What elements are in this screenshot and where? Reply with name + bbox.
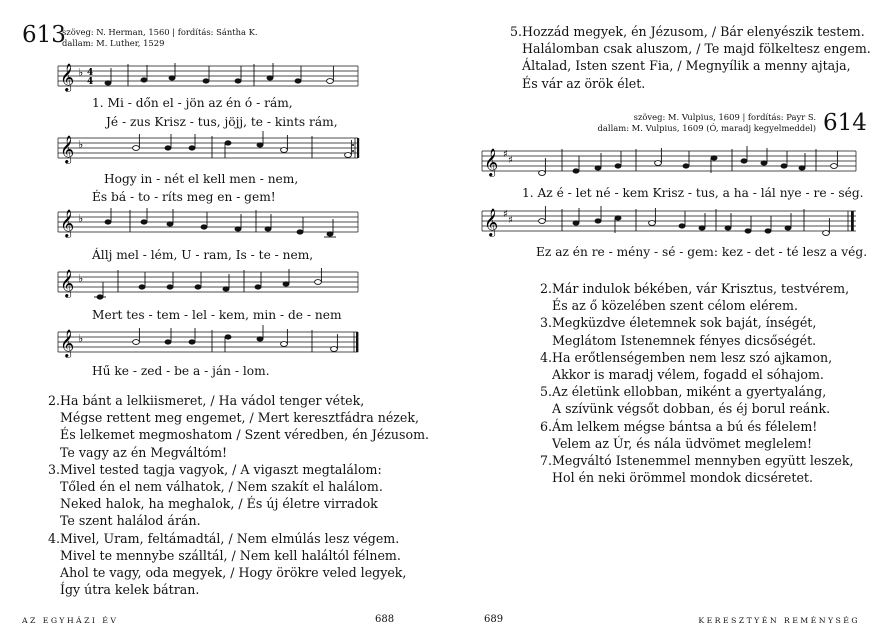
verse-number: 2. bbox=[540, 281, 553, 296]
verse-number: 7. bbox=[540, 453, 553, 469]
verse-line: És vár az örök élet. bbox=[522, 75, 646, 91]
verse-line: Akkor is maradj vélem, fogadd el sóhajom. bbox=[552, 367, 824, 383]
verse-number: 5. bbox=[510, 24, 523, 39]
svg-text:𝄞: 𝄞 bbox=[60, 209, 75, 237]
lyric-line-6: Mert tes - tem - lel - kem, min - de - nem bbox=[92, 308, 342, 322]
footer-section-title-left: AZ EGYHÁZI ÉV bbox=[22, 616, 119, 625]
svg-text:♯: ♯ bbox=[508, 155, 513, 166]
verse-4 bbox=[48, 530, 429, 599]
verse-line: És az ő közelében szent célom elérem. bbox=[552, 298, 798, 314]
verse-line: Te szent halálod árán. bbox=[60, 513, 201, 529]
verse-line: És lelkemet megmoshatom / Szent véredben, én Jézusom. bbox=[60, 427, 430, 443]
verse-line: Tőled én el nem válhatok, / Nem szakít el halálom. bbox=[60, 479, 383, 495]
verse-line: A szívünk végsőt dobban, és éj borul reánk. bbox=[552, 401, 831, 417]
verse-line: Ám lelkem mégse bántsa a bú és félelem! bbox=[552, 418, 818, 434]
svg-text:𝄞: 𝄞 bbox=[60, 269, 75, 297]
svg-text:𝄞: 𝄞 bbox=[60, 329, 75, 357]
verse-2 bbox=[540, 280, 853, 314]
svg-text:♭: ♭ bbox=[78, 66, 84, 79]
verse-number: 4. bbox=[48, 530, 61, 546]
svg-text:𝄞: 𝄞 bbox=[60, 63, 75, 91]
verse-line: Így útra kelek bátran. bbox=[60, 582, 200, 598]
music-staff-3 bbox=[58, 208, 360, 240]
lyric-line-r1: 1. Az é - let né - kem Krisz - tus, a ha - lál nye - re - ség. bbox=[522, 186, 864, 200]
verse-line: Ahol te vagy, oda megyek, / Hogy örökre veled legyek, bbox=[60, 565, 407, 581]
verse-line: Halálomban csak aluszom, / Te majd fölkeltesz engem. bbox=[522, 41, 871, 57]
verse-line: Általad, Isten szent Fia, / Megnyílik a menny ajtaja, bbox=[522, 58, 851, 74]
verse-number: 6. bbox=[540, 418, 553, 434]
verse-line: Az életünk ellobban, miként a gyertyaláng, bbox=[552, 384, 827, 400]
verse-2 bbox=[48, 392, 429, 461]
page-number-right: 689 bbox=[484, 614, 504, 625]
verse-line: Már indulok békében, vár Krisztus, testvérem, bbox=[552, 281, 850, 296]
music-staff-4 bbox=[58, 268, 360, 302]
verse-number: 4. bbox=[540, 349, 553, 365]
music-staff-r1 bbox=[482, 145, 860, 179]
music-staff-1 bbox=[58, 62, 360, 90]
verse-line: Hozzád megyek, én Jézusom, / Bár elenyészik testem. bbox=[522, 24, 865, 39]
verse-4 bbox=[540, 349, 853, 383]
svg-text:♭: ♭ bbox=[78, 138, 84, 151]
lyric-line-1: 1. Mi - dőn el - jön az én ó - rám, bbox=[92, 96, 293, 110]
verse-number: 3. bbox=[540, 315, 553, 331]
hymn-613-credits-text: szöveg: N. Herman, 1560 | fordítás: Sántha K. bbox=[62, 27, 258, 37]
music-staff-r2 bbox=[482, 205, 860, 239]
verse-6 bbox=[540, 418, 853, 452]
verse-3 bbox=[48, 461, 429, 530]
verse-3 bbox=[540, 314, 853, 348]
time-signature: 4 bbox=[87, 68, 94, 78]
lyric-line-4: És bá - to - ríts meg en - gem! bbox=[92, 190, 276, 204]
verse-line: Hol én neki örömmel mondok dicséretet. bbox=[552, 470, 813, 486]
svg-text:4: 4 bbox=[87, 77, 94, 87]
hymn-614-credits-tune: dallam: M. Vulpius, 1609 (Ó, maradj kegyelmeddel) bbox=[597, 123, 816, 133]
verse-5 bbox=[540, 383, 853, 417]
svg-text:♭: ♭ bbox=[78, 212, 84, 225]
verse-number: 5. bbox=[540, 384, 553, 400]
svg-text:♯: ♯ bbox=[503, 209, 508, 220]
verse-line: Meglátom Istenemnek fényes dicsőségét. bbox=[552, 332, 817, 348]
verse-line: Megváltó Istenemmel mennyben együtt leszek, bbox=[552, 453, 854, 469]
hymn-613-credits-tune: dallam: M. Luther, 1529 bbox=[62, 38, 165, 48]
svg-text:𝄞: 𝄞 bbox=[60, 135, 75, 163]
verse-block-right bbox=[540, 280, 853, 486]
lyric-line-5: Állj mel - lém, U - ram, Is - te - nem, bbox=[92, 248, 314, 262]
verse-line: Mégse rettent meg engemet, / Mert keresztfádra nézek, bbox=[60, 410, 419, 426]
music-staff-2 bbox=[58, 134, 360, 162]
verse-line: Velem az Úr, és nála üdvömet meglelem! bbox=[552, 435, 813, 451]
lyric-line-2: Jé - zus Krisz - tus, jöjj, te - kints rám, bbox=[106, 115, 338, 129]
verse-block-left bbox=[48, 392, 429, 598]
svg-text:♭: ♭ bbox=[78, 272, 84, 285]
verse-number: 2. bbox=[48, 393, 61, 408]
lyric-line-7: Hű ke - zed - be a - ján - lom. bbox=[92, 364, 270, 378]
verse-line: Neked halok, ha meghalok, / És új életre virradok bbox=[60, 496, 378, 512]
verse-line: Ha erőtlenségemben nem lesz szó ajkamon, bbox=[552, 349, 833, 365]
svg-text:𝄞: 𝄞 bbox=[484, 148, 499, 176]
verse-line: Ha bánt a lelkiismeret, / Ha vádol tenger vétek, bbox=[60, 393, 365, 408]
page-number-left: 688 bbox=[375, 614, 395, 625]
music-staff-5 bbox=[58, 328, 360, 358]
verse-number: 3. bbox=[48, 461, 61, 477]
verse-7 bbox=[540, 452, 853, 486]
footer-section-title-right: KERESZTYÉN REMÉNYSÉG bbox=[698, 616, 860, 625]
hymn-number-613: 613 bbox=[22, 22, 66, 48]
verse-line: Mivel tested tagja vagyok, / A vigaszt megtalálom: bbox=[60, 461, 382, 477]
lyric-line-r2: Ez az én re - mény - sé - gem: kez - det - té lesz a vég. bbox=[536, 245, 868, 259]
hymn-number-614: 614 bbox=[823, 110, 867, 136]
svg-text:♯: ♯ bbox=[508, 215, 513, 226]
svg-text:♯: ♯ bbox=[503, 149, 508, 160]
lyric-line-3: Hogy in - nét el kell men - nem, bbox=[104, 172, 299, 186]
svg-text:𝄞: 𝄞 bbox=[484, 208, 499, 236]
svg-text:♭: ♭ bbox=[78, 332, 84, 345]
verse-line: Te vagy az én Megváltóm! bbox=[60, 444, 228, 460]
verse-line: Mivel te mennybe szálltál, / Nem kell haláltól félnem. bbox=[60, 547, 401, 563]
hymn-614-credits-text: szöveg: M. Vulpius, 1609 | fordítás: Payr S. bbox=[633, 112, 816, 122]
verse-5-left-hymn-continued bbox=[510, 23, 871, 92]
verse-line: Mivel, Uram, feltámadtál, / Nem elmúlás lesz végem. bbox=[60, 530, 400, 546]
verse-line: Megküzdve életemnek sok baját, ínségét, bbox=[552, 315, 817, 331]
